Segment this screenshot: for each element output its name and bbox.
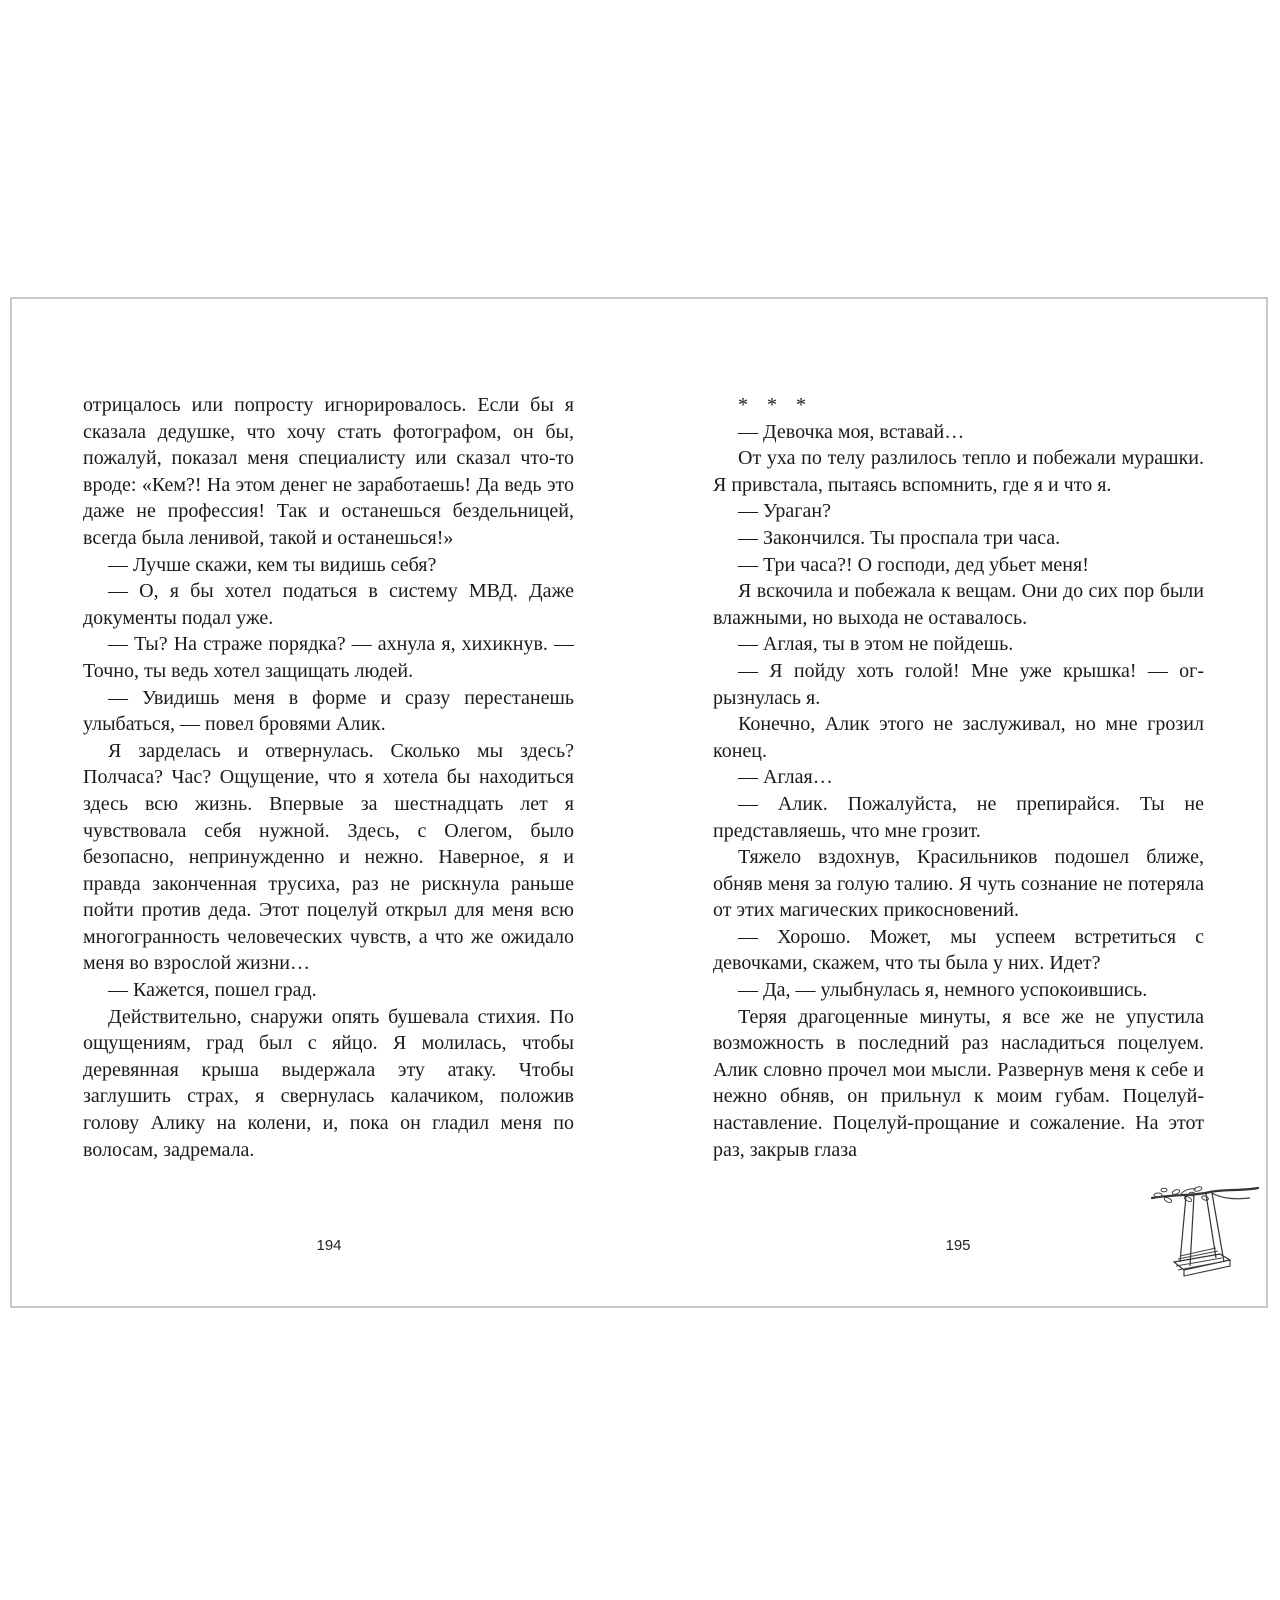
page-number-right: 195 [945, 1237, 971, 1254]
paragraph: отрицалось или попросту игнорировалось. Если бы я сказала дедушке, что хочу стать фотографом, он бы, пожалуй, показал меня специалисту или сказал что-то вроде: «Кем?! На этом денег не заработаешь! Да ведь это даже не профессия! Так и останешься бездельницей, всегда была ленивой, такой и останешься!» [83, 394, 574, 549]
page-number-left: 194 [316, 1237, 342, 1254]
swing-on-branch-icon [1150, 1186, 1260, 1286]
paragraph: — Кажется, пошел град. [108, 979, 317, 1002]
paragraph: — О, я бы хотел податься в систему МВД. Даже документы подал уже. [83, 580, 574, 629]
paragraph: — Алик. Пожалуйста, не препирайся. Ты не представляешь, что мне грозит. [713, 792, 1204, 842]
section-break: * * * [738, 394, 813, 416]
paragraph: — Лучше скажи, кем ты видишь себя? [108, 553, 437, 576]
paragraph: — Девочка моя, вставай… [738, 420, 965, 443]
paragraph: — Аглая, ты в этом не пойдешь. [738, 633, 1014, 656]
paragraph: — Да, — улыбнулась я, немного успокоившись. [738, 979, 1148, 1002]
paragraph: Действительно, снаружи опять бушевала стихия. По ощущениям, град был с яйцо. Я молилась, чтобы деревянная крыша выдержала эту атаку. Чтобы заглушить страх, я свернулась калачиком, положив голову Алику на колени, и, пока он гладил меня по волосам, задремала. [83, 1005, 574, 1161]
paragraph: — Ты? На страже порядка? — ахнула я, хихикнув. — Точно, ты ведь хотел защищать людей. [83, 633, 574, 682]
paragraph: Теряя драгоценные минуты, я все же не упустила возможность в последний раз насладиться поцелуем. Алик словно прочел мои мысли. Развернув меня к себе и нежно обняв, он прильнул к моим губам. Поцелуй-наставление. Поцелуй-прощание и сожаление. На этот раз, закрыв глаза [713, 1005, 1204, 1161]
paragraph: — Три часа?! О господи, дед убьет меня! [738, 553, 1089, 576]
paragraph: От уха по телу разлилось тепло и побежали мурашки. Я привстала, пытаясь вспомнить, где я и что я. [713, 447, 1204, 496]
paragraph: — Увидишь меня в форме и сразу перестанешь улыбаться, — повел бровями Алик. [83, 686, 574, 736]
paragraph: — Аглая… [738, 766, 833, 789]
right-page-text [713, 392, 1204, 1163]
paragraph: — Ураган? [738, 500, 831, 523]
book-spread [10, 297, 1268, 1308]
paragraph: — Закончился. Ты проспала три часа. [738, 526, 1061, 549]
paragraph: Я зарделась и отвернулась. Сколько мы здесь? Полчаса? Час? Ощущение, что я хотела бы находиться здесь всю жизнь. Впервые за шестнадцать лет я чувствовала себя нужной. Здесь, с Олегом, было безопасно, непринужденно и нежно. Наверное, я и правда законченная трусиха, раз не рискнула раньше пойти против деда. Этот поцелуй открыл для меня всю многогранность человеческих чувств, а что же ожидало меня во взрослой жизни… [83, 739, 574, 975]
paragraph: Я вскочила и побежала к вещам. Они до сих пор были влажными, но выхода не оставалось. [713, 580, 1204, 629]
left-page-text [83, 392, 574, 1163]
paragraph: — Я пойду хоть голой! Мне уже крышка! — огрызнулась я. [713, 659, 1204, 709]
paragraph: Конечно, Алик этого не заслуживал, но мне грозил конец. [713, 713, 1204, 762]
paragraph: — Хорошо. Может, мы успеем встретиться с девочками, скажем, что ты была у них. Идет? [713, 925, 1204, 975]
paragraph: Тяжело вздохнув, Красильников подошел ближе, обняв меня за голую талию. Я чуть сознание не потеряла от этих магических прикосновений. [713, 846, 1204, 922]
